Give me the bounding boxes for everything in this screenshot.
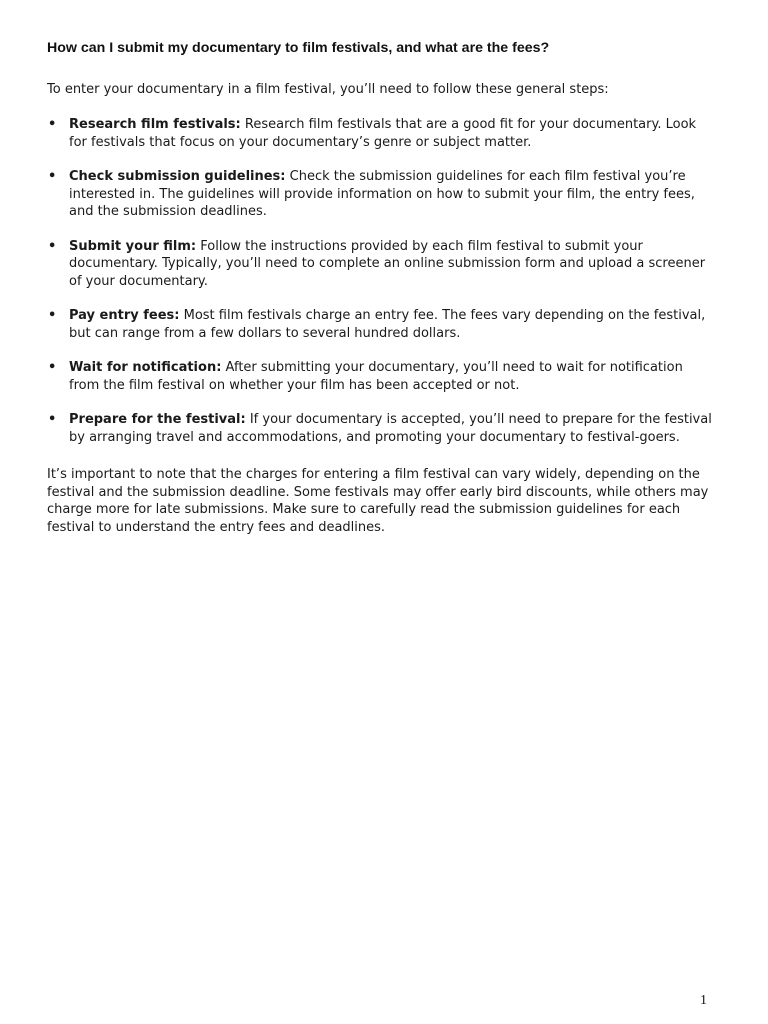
bullet-icon: • [48, 308, 57, 323]
step-item [47, 411, 715, 446]
step-term: Prepare for the festival: [69, 412, 246, 427]
step-item [47, 307, 715, 342]
step-item [47, 359, 715, 394]
steps-list [47, 116, 715, 463]
closing-paragraph: It’s important to note that the charges for entering a film festival can vary widely, depending on the festival and the submission deadline. Some festivals may offer early bird discounts, while others may charge more for late submissions. Make sure to carefully read the submission guidelines for each festival to understand the entry fees and deadlines. [47, 467, 709, 535]
step-item [47, 116, 715, 151]
bullet-icon: • [48, 360, 57, 375]
question-heading: How can I submit my documentary to film festivals, and what are the fees? [47, 40, 550, 56]
page-number: 1 [700, 993, 707, 1008]
intro-paragraph: To enter your documentary in a film festival, you’ll need to follow these general steps: [47, 82, 609, 97]
step-description: Most film festivals charge an entry fee. The fees vary depending on the festival, but can range from a few dollars to several hundred dollars. [69, 308, 706, 341]
bullet-icon: • [48, 412, 57, 427]
step-term: Check submission guidelines: [69, 169, 286, 184]
step-description: If your documentary is accepted, you’ll need to prepare for the festival by arranging travel and accommodations, and promoting your documentary to festival-goers. [69, 412, 712, 445]
step-term: Research film festivals: [69, 117, 241, 132]
step-description: Check the submission guidelines for each film festival you’re interested in. The guidelines will provide information on how to submit your film, the entry fees, and the submission deadlines. [69, 169, 695, 219]
step-term: Pay entry fees: [69, 308, 180, 323]
bullet-icon: • [48, 169, 57, 184]
step-item [47, 168, 715, 221]
step-term: Submit your film: [69, 238, 197, 254]
step-description: Follow the instructions provided by each film festival to submit your documentary. Typically, you’ll need to complete an online submission form and upload a screener of your documentary. [69, 238, 706, 289]
step-term: Wait for notification: [69, 360, 222, 375]
bullet-icon: • [48, 117, 57, 132]
bullet-icon: • [48, 238, 57, 254]
step-item [47, 238, 715, 291]
step-description: Research film festivals that are a good fit for your documentary. Look for festivals that focus on your documentary’s genre or subject matter. [69, 117, 697, 150]
step-description: After submitting your documentary, you’ll need to wait for notification from the film festival on whether your film has been accepted or not. [69, 360, 683, 393]
